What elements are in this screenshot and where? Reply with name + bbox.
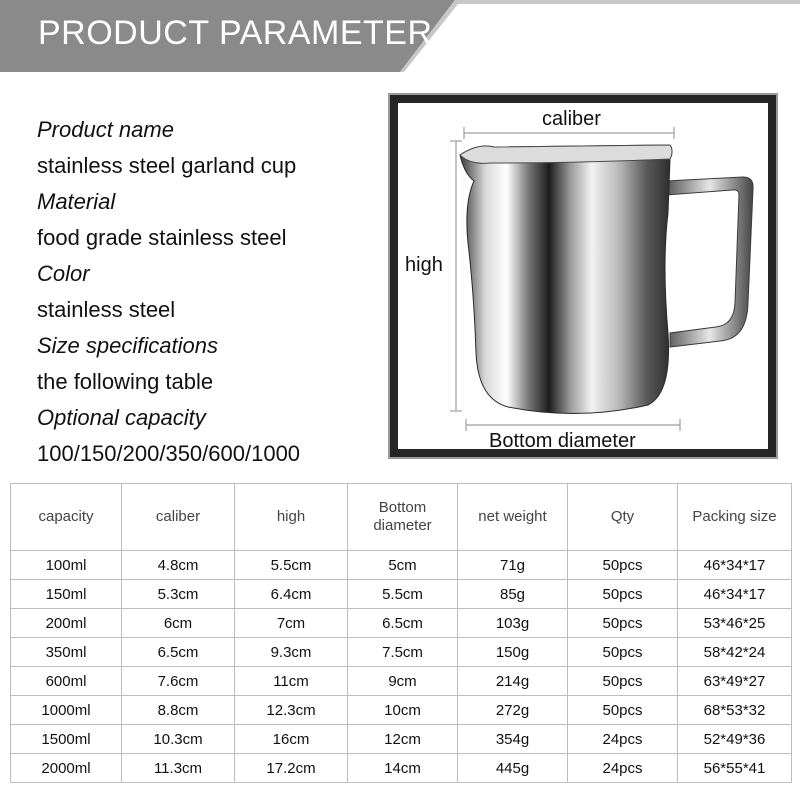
table-cell: 10.3cm <box>122 725 235 754</box>
table-cell: 8.8cm <box>122 696 235 725</box>
table-cell: 272g <box>458 696 568 725</box>
table-cell: 85g <box>458 580 568 609</box>
table-cell: 68*53*32 <box>678 696 792 725</box>
spec-value-capacity: 100/150/200/350/600/1000 <box>37 441 301 466</box>
table-cell: 100ml <box>11 551 122 580</box>
table-cell: 50pcs <box>568 609 678 638</box>
table-cell: 5cm <box>348 551 458 580</box>
table-cell: 6cm <box>122 609 235 638</box>
table-cell: 214g <box>458 667 568 696</box>
table-cell: 350ml <box>11 638 122 667</box>
col-header-caliber: caliber <box>122 484 235 551</box>
table-body <box>11 551 792 783</box>
table-cell: 50pcs <box>568 696 678 725</box>
table-cell: 16cm <box>235 725 348 754</box>
spec-label-material: Material <box>37 189 116 214</box>
spec-value-size: the following table <box>37 369 214 394</box>
table-cell: 63*49*27 <box>678 667 792 696</box>
table-row <box>11 667 792 696</box>
table-cell: 1500ml <box>11 725 122 754</box>
table-cell: 4.8cm <box>122 551 235 580</box>
col-header-high: high <box>235 484 348 551</box>
table-cell: 150g <box>458 638 568 667</box>
table-cell: 53*46*25 <box>678 609 792 638</box>
table-cell: 5.5cm <box>348 580 458 609</box>
bottom-diameter-label: Bottom diameter <box>489 430 636 452</box>
table-cell: 71g <box>458 551 568 580</box>
spec-value-color: stainless steel <box>37 297 176 322</box>
spec-list <box>37 112 377 472</box>
table-row <box>11 754 792 783</box>
table-cell: 5.5cm <box>235 551 348 580</box>
caliber-label: caliber <box>542 108 601 130</box>
page-title: PRODUCT PARAMETER <box>38 14 433 52</box>
product-photo-frame <box>388 93 778 459</box>
table-cell: 56*55*41 <box>678 754 792 783</box>
table-cell: 24pcs <box>568 725 678 754</box>
table-cell: 12cm <box>348 725 458 754</box>
col-header-bottom-diameter: Bottom diameter <box>348 484 458 551</box>
table-cell: 24pcs <box>568 754 678 783</box>
milk-pitcher-icon <box>398 103 768 449</box>
table-cell: 12.3cm <box>235 696 348 725</box>
table-cell: 103g <box>458 609 568 638</box>
spec-label-color: Color <box>37 261 90 286</box>
table-cell: 200ml <box>11 609 122 638</box>
header-banner <box>0 0 800 76</box>
table-cell: 52*49*36 <box>678 725 792 754</box>
table-cell: 6.5cm <box>122 638 235 667</box>
table-cell: 11.3cm <box>122 754 235 783</box>
table-cell: 6.5cm <box>348 609 458 638</box>
table-cell: 5.3cm <box>122 580 235 609</box>
table-cell: 14cm <box>348 754 458 783</box>
table-row <box>11 638 792 667</box>
table-cell: 58*42*24 <box>678 638 792 667</box>
table-cell: 10cm <box>348 696 458 725</box>
col-header-packing-size: Packing size <box>678 484 792 551</box>
table-row <box>11 551 792 580</box>
table-row <box>11 609 792 638</box>
spec-value-material: food grade stainless steel <box>37 225 287 250</box>
table-cell: 7cm <box>235 609 348 638</box>
table-cell: 50pcs <box>568 638 678 667</box>
col-header-capacity: capacity <box>11 484 122 551</box>
table-cell: 11cm <box>235 667 348 696</box>
col-header-qty: Qty <box>568 484 678 551</box>
table-cell: 17.2cm <box>235 754 348 783</box>
table-row <box>11 580 792 609</box>
table-cell: 1000ml <box>11 696 122 725</box>
table-cell: 6.4cm <box>235 580 348 609</box>
table-cell: 354g <box>458 725 568 754</box>
table-cell: 46*34*17 <box>678 551 792 580</box>
table-cell: 50pcs <box>568 667 678 696</box>
spec-label-capacity: Optional capacity <box>37 405 206 430</box>
table-cell: 2000ml <box>11 754 122 783</box>
high-label: high <box>405 254 443 276</box>
col-header-net-weight: net weight <box>458 484 568 551</box>
table-cell: 150ml <box>11 580 122 609</box>
table-cell: 445g <box>458 754 568 783</box>
table-cell: 50pcs <box>568 551 678 580</box>
product-photo <box>398 103 768 452</box>
spec-label-size: Size specifications <box>37 333 218 358</box>
spec-value-product-name: stainless steel garland cup <box>37 153 297 178</box>
table-cell: 50pcs <box>568 580 678 609</box>
table-cell: 7.6cm <box>122 667 235 696</box>
table-cell: 600ml <box>11 667 122 696</box>
table-cell: 9.3cm <box>235 638 348 667</box>
table-row <box>11 725 792 754</box>
table-header-row <box>11 484 792 551</box>
size-table <box>10 483 792 783</box>
table-row <box>11 696 792 725</box>
table-cell: 7.5cm <box>348 638 458 667</box>
spec-label-product-name: Product name <box>37 117 174 142</box>
table-cell: 9cm <box>348 667 458 696</box>
table-cell: 46*34*17 <box>678 580 792 609</box>
